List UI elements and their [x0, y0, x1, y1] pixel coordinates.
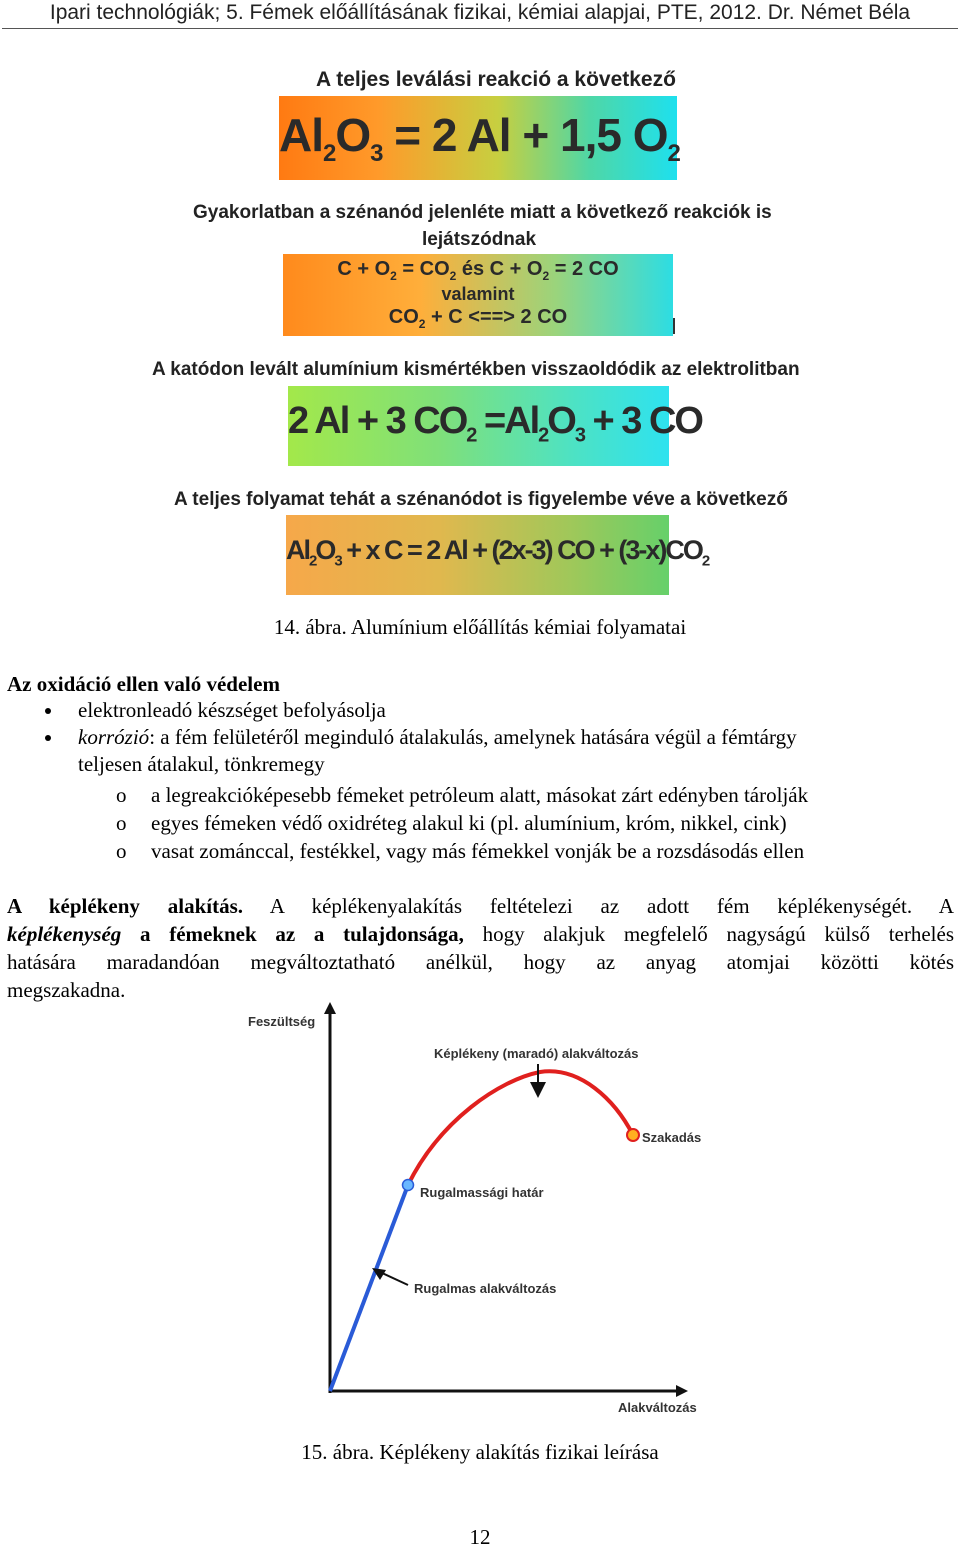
annotation-elastic: Rugalmas alakváltozás — [414, 1281, 557, 1296]
equation-box-2 — [283, 254, 673, 336]
equation-2c: $CO_2 + C$ <==> 2 CO — [388, 306, 568, 331]
annotation-plastic: Képlékeny (maradó) alakváltozás — [434, 1046, 639, 1061]
elastic-segment — [330, 1185, 408, 1391]
annotation-arrowhead — [530, 1082, 546, 1098]
plastic-segment — [408, 1071, 633, 1185]
term-plasticity: képlékenység — [7, 922, 122, 946]
header-rule — [2, 28, 958, 29]
paragraph-line-2: képlékenység a fémeknek az a tulajdonsága, hogy alakjuk megfelelő nagyságú külső terhelés — [7, 922, 955, 946]
sub-bullet-3: vasat zománccal, festékkel, vagy más fémekkel vonják be a rozsdásodás ellen — [151, 839, 805, 863]
section-heading-oxidation: Az oxidáció ellen való védelem — [7, 672, 280, 696]
fig14-line2b: lejátszódnak — [422, 229, 537, 250]
stray-mark — [673, 318, 675, 334]
equation-2b: valamint — [441, 284, 515, 304]
fig14-line3: A katódon levált alumínium kismértékben visszaoldódik az elektrolitban — [152, 359, 800, 380]
equation-box-1 — [279, 96, 680, 180]
sub-bullet-marker: o — [116, 783, 127, 807]
equation-3: 2 Al + 3 $CO_2 =Al_2O_3 + 3$ CO — [288, 400, 702, 447]
page-header: Ipari technológiák; 5. Fémek előállításának fizikai, kémiai alapjai, PTE, 2012. Dr. Német Béla — [49, 1, 911, 24]
figure-15-caption: 15. ábra. Képlékeny alakítás fizikai leírása — [301, 1440, 659, 1464]
bullet-2: korrózió: a fém felületéről meginduló átalakulás, amelynek hatására végül a fémtárgy — [78, 725, 797, 749]
equation-box-4 — [286, 515, 709, 595]
fig14-line2: Gyakorlatban a szénanód jelenléte miatt a következő reakciók is — [193, 202, 772, 223]
page-number: 12 — [469, 1525, 491, 1549]
bullet-2-continued: teljesen átalakul, tönkremegy — [78, 752, 325, 776]
equation-box-3 — [288, 386, 702, 466]
sub-bullet-marker: o — [116, 839, 127, 863]
sub-bullet-1: a legreakcióképesebb fémeket petróleum alatt, másokat zárt edényben tárolják — [151, 783, 809, 807]
bullet-dot — [45, 708, 51, 714]
break-point — [627, 1129, 639, 1141]
sub-bullet-2: egyes fémeken védő oxidréteg alakul ki (pl. alumínium, króm, nikkel, cink) — [151, 811, 787, 835]
bullet-1: elektronleadó készséget befolyásolja — [78, 698, 386, 722]
paragraph-line-1: A képlékeny alakítás. A képlékenyalakítás feltételezi az adott fém képlékenységét. A — [7, 894, 954, 918]
annotation-yield: Rugalmassági határ — [420, 1185, 544, 1200]
paragraph-line-3: hatására maradandóan megváltoztatható anélkül, hogy az anyag atomjai közötti kötés — [7, 950, 954, 974]
yield-point — [403, 1180, 414, 1191]
sub-bullet-marker: o — [116, 811, 127, 835]
equation-1: $Al_2O_3 = 2$ Al + 1,5 $O_2$ — [279, 109, 680, 168]
fig14-line4: A teljes folyamat tehát a szénanódot is figyelembe véve a következő — [174, 489, 788, 510]
equation-4: $Al_2O_3 + x$ C = 2 Al + (2x-3) CO + $(3-x)CO_2$ — [286, 535, 709, 570]
y-axis-label: Feszültség — [248, 1014, 316, 1029]
term-corrosion: korrózió — [78, 725, 150, 749]
annotation-fracture: Szakadás — [642, 1130, 702, 1145]
fig14-line1: A teljes leválási reakció a következő — [316, 68, 676, 91]
equation-2a: $C + O_2 = CO_2$ és $C + O_2 = 2$ CO — [337, 258, 619, 283]
elastic-pointer — [380, 1272, 408, 1285]
bullet-dot — [45, 735, 51, 741]
paragraph-line-4: megszakadna. — [7, 978, 126, 1002]
stress-strain-chart — [240, 1000, 710, 1420]
x-axis-label: Alakváltozás — [618, 1400, 697, 1415]
figure-14-caption: 14. ábra. Alumínium előállítás kémiai folyamatai — [273, 615, 687, 639]
